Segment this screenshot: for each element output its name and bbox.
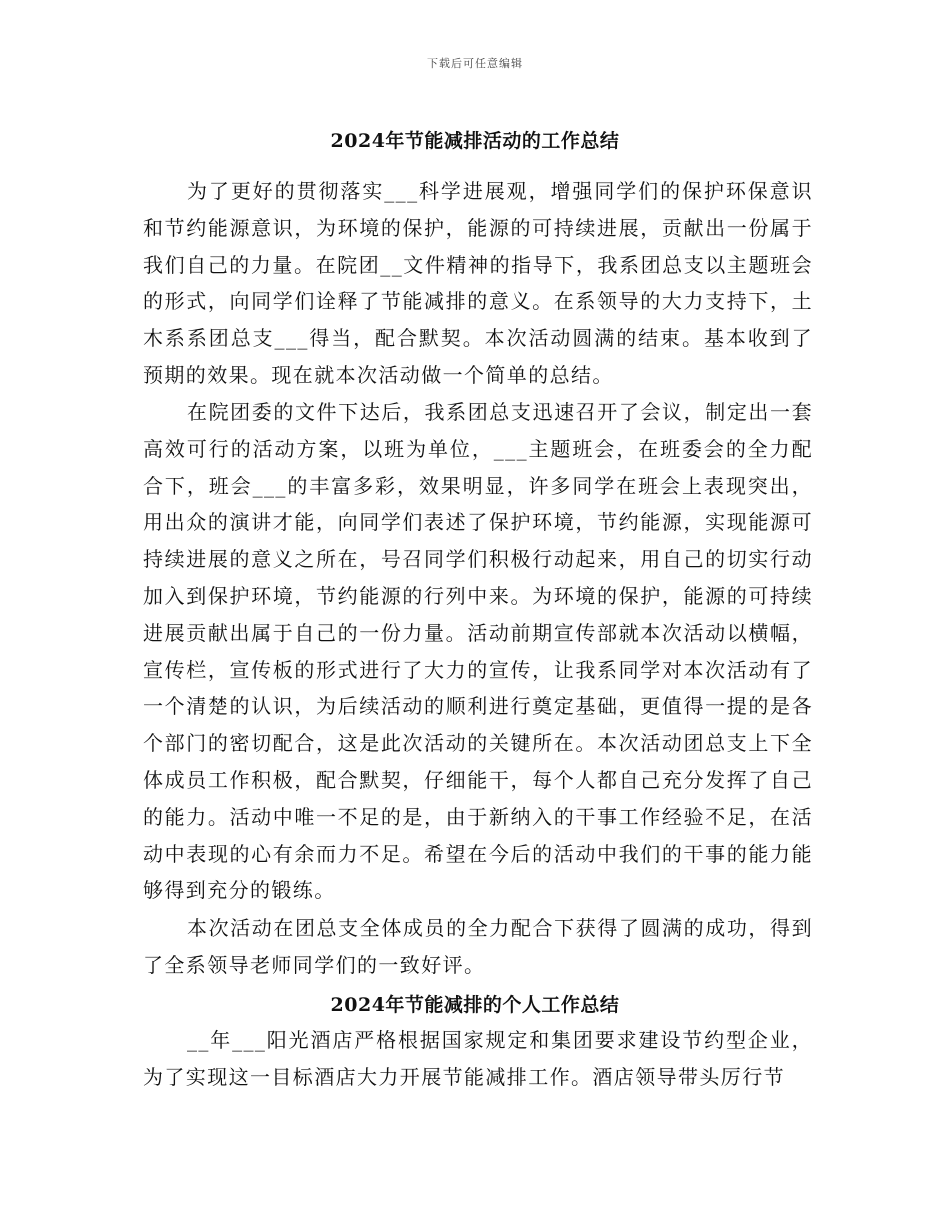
page-header: 下载后可任意编辑 (427, 57, 523, 70)
section-title: 2024年节能减排的个人工作总结 (330, 994, 620, 1016)
paragraph: 为了更好的贯彻落实___科学进展观，增强同学们的保护环保意识和节约能源意识，为环境的保护，能源的可持续进展，贡献出一份属于我们自己的力量。在院团__文件精神的指导下，我系团总支以主题班会的形式，向同学们诠释了节能减排的意义。在系领导的大力支持下，土木系系团总支___得当，配合默契。本次活动圆满的结束。基本收到了预期的效果。现在就本次活动做一个简单的总结。 (143, 179, 813, 387)
paragraph: __年___阳光酒店严格根据国家规定和集团要求建设节约型企业，为了实现这一目标酒店大力开展节能减排工作。酒店领导带头厉行节 (143, 1028, 813, 1089)
paragraph: 本次活动在团总支全体成员的全力配合下获得了圆满的成功，得到了全系领导老师同学们的一致好评。 (143, 916, 813, 977)
document-title: 2024年节能减排活动的工作总结 (330, 130, 620, 152)
paragraph: 在院团委的文件下达后，我系团总支迅速召开了会议，制定出一套高效可行的活动方案，以班为单位，___主题班会，在班委会的全力配合下，班会___的丰富多彩，效果明显，许多同学在班会上表现突出，用出众的演讲才能，向同学们表述了保护环境，节约能源，实现能源可持续进展的意义之所在，号召同学们积极行动起来，用自己的切实行动加入到保护环境，节约能源的行列中来。为环境的保护，能源的可持续进展贡献出属于自己的一份力量。活动前期宣传部就本次活动以横幅，宣传栏，宣传板的形式进行了大力的宣传，让我系同学对本次活动有了一个清楚的认识，为后续活动的顺利进行奠定基础，更值得一提的是各个部门的密切配合，这是此次活动的关键所在。本次活动团总支上下全体成员工作积极，配合默契，仔细能干，每个人都自己充分发挥了自己的能力。活动中唯一不足的是，由于新纳入的干事工作经验不足，在活动中表现的心有余而力不足。希望在今后的活动中我们的干事的能力能够得到充分的锻练。 (143, 400, 813, 903)
